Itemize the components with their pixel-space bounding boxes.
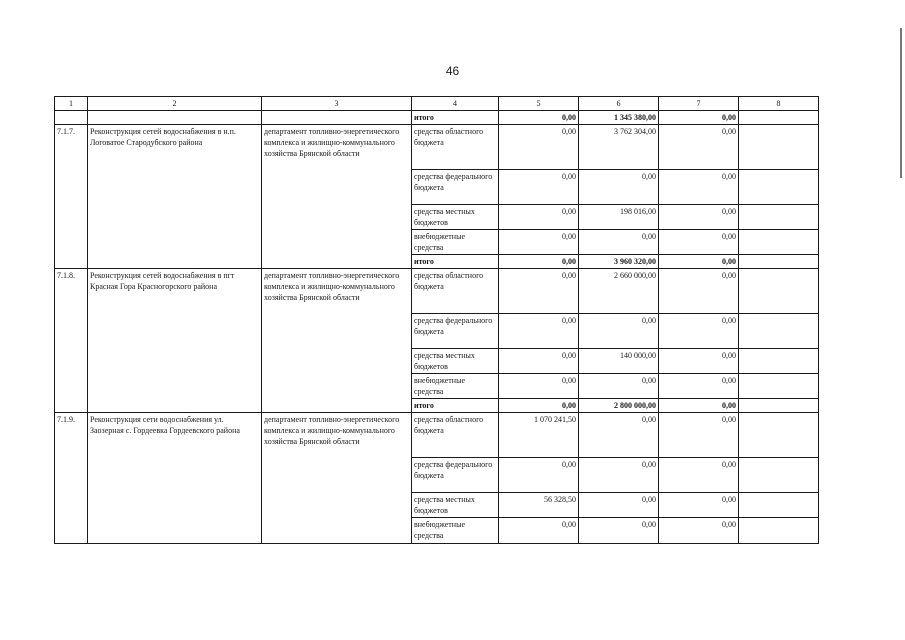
funding-row (55, 413, 819, 458)
item-code: 7.1.8. (55, 269, 88, 413)
value-col5: 0,00 (499, 269, 579, 314)
value-col6: 0,00 (579, 170, 659, 205)
column-number: 8 (739, 97, 819, 111)
funding-source: внебюджетные средства (412, 230, 499, 255)
value-col7: 0,00 (659, 493, 739, 518)
funding-source: средства областного бюджета (412, 413, 499, 458)
funding-row (55, 269, 819, 314)
value-col6: 0,00 (579, 230, 659, 255)
item-name: Реконструкция сетей водоснабжения в н.п. Логоватое Стародубского района (88, 125, 262, 269)
item-department: департамент топливно-энергетического комплекса и жилищно-коммунального хозяйства Брянской области (262, 269, 412, 413)
total-label: итого (412, 255, 499, 269)
value-col6: 3 960 320,00 (579, 255, 659, 269)
value-col6: 2 660 000,00 (579, 269, 659, 314)
value-col6: 0,00 (579, 518, 659, 543)
value-col6: 140 000,00 (579, 349, 659, 374)
value-col5: 56 328,50 (499, 493, 579, 518)
value-col6: 3 762 304,00 (579, 125, 659, 170)
column-number: 4 (412, 97, 499, 111)
column-number: 7 (659, 97, 739, 111)
column-number: 3 (262, 97, 412, 111)
funding-source: средства областного бюджета (412, 269, 499, 314)
budget-table (54, 96, 819, 544)
value-col7: 0,00 (659, 111, 739, 125)
value-col5: 1 070 241,50 (499, 413, 579, 458)
value-col5: 0,00 (499, 399, 579, 413)
total-label: итого (412, 399, 499, 413)
value-col7: 0,00 (659, 125, 739, 170)
value-col5: 0,00 (499, 518, 579, 543)
value-col6: 0,00 (579, 458, 659, 493)
value-col6: 2 800 000,00 (579, 399, 659, 413)
value-col6: 0,00 (579, 374, 659, 399)
value-col6: 198 016,00 (579, 205, 659, 230)
value-col5: 0,00 (499, 314, 579, 349)
item-code: 7.1.7. (55, 125, 88, 269)
value-col5: 0,00 (499, 205, 579, 230)
funding-source: внебюджетные средства (412, 374, 499, 399)
value-col6: 1 345 380,00 (579, 111, 659, 125)
value-col7: 0,00 (659, 518, 739, 543)
value-col5: 0,00 (499, 374, 579, 399)
value-col7: 0,00 (659, 413, 739, 458)
value-col7: 0,00 (659, 374, 739, 399)
value-col5: 0,00 (499, 458, 579, 493)
page-edge-rule (900, 28, 902, 178)
value-col6: 0,00 (579, 413, 659, 458)
column-number-row (55, 97, 819, 111)
item-name: Реконструкция сетей водоснабжения в пгт Красная Гора Красногорского района (88, 269, 262, 413)
funding-source: средства местных бюджетов (412, 349, 499, 374)
value-col7: 0,00 (659, 399, 739, 413)
funding-source: средства областного бюджета (412, 125, 499, 170)
value-col5: 0,00 (499, 111, 579, 125)
funding-source: внебюджетные средства (412, 518, 499, 543)
column-number: 6 (579, 97, 659, 111)
value-col7: 0,00 (659, 458, 739, 493)
item-department: департамент топливно-энергетического комплекса и жилищно-коммунального хозяйства Брянской области (262, 413, 412, 543)
total-label: итого (412, 111, 499, 125)
item-department: департамент топливно-энергетического комплекса и жилищно-коммунального хозяйства Брянской области (262, 125, 412, 269)
value-col7: 0,00 (659, 349, 739, 374)
value-col7: 0,00 (659, 269, 739, 314)
funding-source: средства местных бюджетов (412, 493, 499, 518)
column-number: 1 (55, 97, 88, 111)
funding-source: средства федерального бюджета (412, 170, 499, 205)
page-number: 46 (445, 64, 460, 78)
value-col5: 0,00 (499, 125, 579, 170)
value-col6: 0,00 (579, 493, 659, 518)
total-row (55, 111, 819, 125)
column-number: 5 (499, 97, 579, 111)
value-col7: 0,00 (659, 314, 739, 349)
value-col7: 0,00 (659, 205, 739, 230)
value-col5: 0,00 (499, 170, 579, 205)
value-col7: 0,00 (659, 230, 739, 255)
item-name: Реконструкция сети водоснабжения ул. Заозерная с. Гордеевка Гордеевского района (88, 413, 262, 543)
funding-source: средства федерального бюджета (412, 458, 499, 493)
value-col5: 0,00 (499, 349, 579, 374)
value-col5: 0,00 (499, 255, 579, 269)
column-number: 2 (88, 97, 262, 111)
value-col7: 0,00 (659, 255, 739, 269)
value-col5: 0,00 (499, 230, 579, 255)
value-col6: 0,00 (579, 314, 659, 349)
item-code: 7.1.9. (55, 413, 88, 543)
funding-source: средства местных бюджетов (412, 205, 499, 230)
funding-row (55, 125, 819, 170)
funding-source: средства федерального бюджета (412, 314, 499, 349)
value-col7: 0,00 (659, 170, 739, 205)
